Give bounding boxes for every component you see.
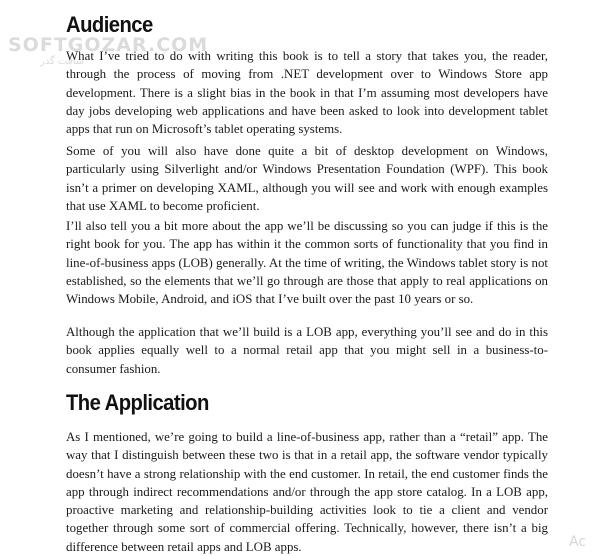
watermark-subtext: سافت گذر [40, 56, 85, 67]
watermark-logo: SOFTGOZAR.COM [8, 34, 209, 56]
corner-activation-text: Ac [568, 534, 586, 550]
audience-paragraph-3: I’ll also tell you a bit more about the app we’ll be discussing so you can judge if this is the right book for you. The app has within it the common sorts of functionality that you find in line-of-business apps (LOB) generally. At the time of writing, the Windows tablet story is not established, so the elements that we’ll go through are those that apply to real applications on Windows Mobile, Android, and iOS that I’ve built over the past 10 years or so. [66, 219, 548, 307]
section-heading-application: The Application [66, 390, 209, 415]
audience-paragraph-2: Some of you will also have done quite a bit of desktop development on Windows, particularly using Silverlight and/or Windows Presentation Foundation (WPF). This book isn’t a primer on developing XAML, although you will see and work with enough examples that use XAML to become proficient. [66, 144, 548, 213]
audience-paragraph-1: What I’ve tried to do with writing this book is to tell a story that takes you, the reader, through the process of moving from .NET development over to Windows Store app development. There is a slight bias in the book in that I’m assuming most developers have day jobs developing web applications and have been asked to look into development tablet apps that run on Microsoft’s tablet operating systems. [66, 49, 548, 137]
application-paragraph-1: As I mentioned, we’re going to build a line-of-business app, rather than a “retail” app. The way that I distinguish between these two is that in a retail app, the software vendor typically doesn’t have a strong relationship with the end customer. In retail, the end customer finds the app through indirect recommendations and/or through the app store catalog. In a LOB app, proactive marketing and relationship-building activities look to tie a client and vendor together through some sort of commercial offering. Technically, however, there isn’t a big difference between retail apps and LOB apps. [66, 430, 548, 554]
section-heading-audience: Audience [66, 12, 153, 37]
audience-paragraph-4: Although the application that we’ll build is a LOB app, everything you’ll see and do in this book applies equally well to a normal retail app that you might sell in a business-to-consumer fashion. [66, 325, 548, 376]
